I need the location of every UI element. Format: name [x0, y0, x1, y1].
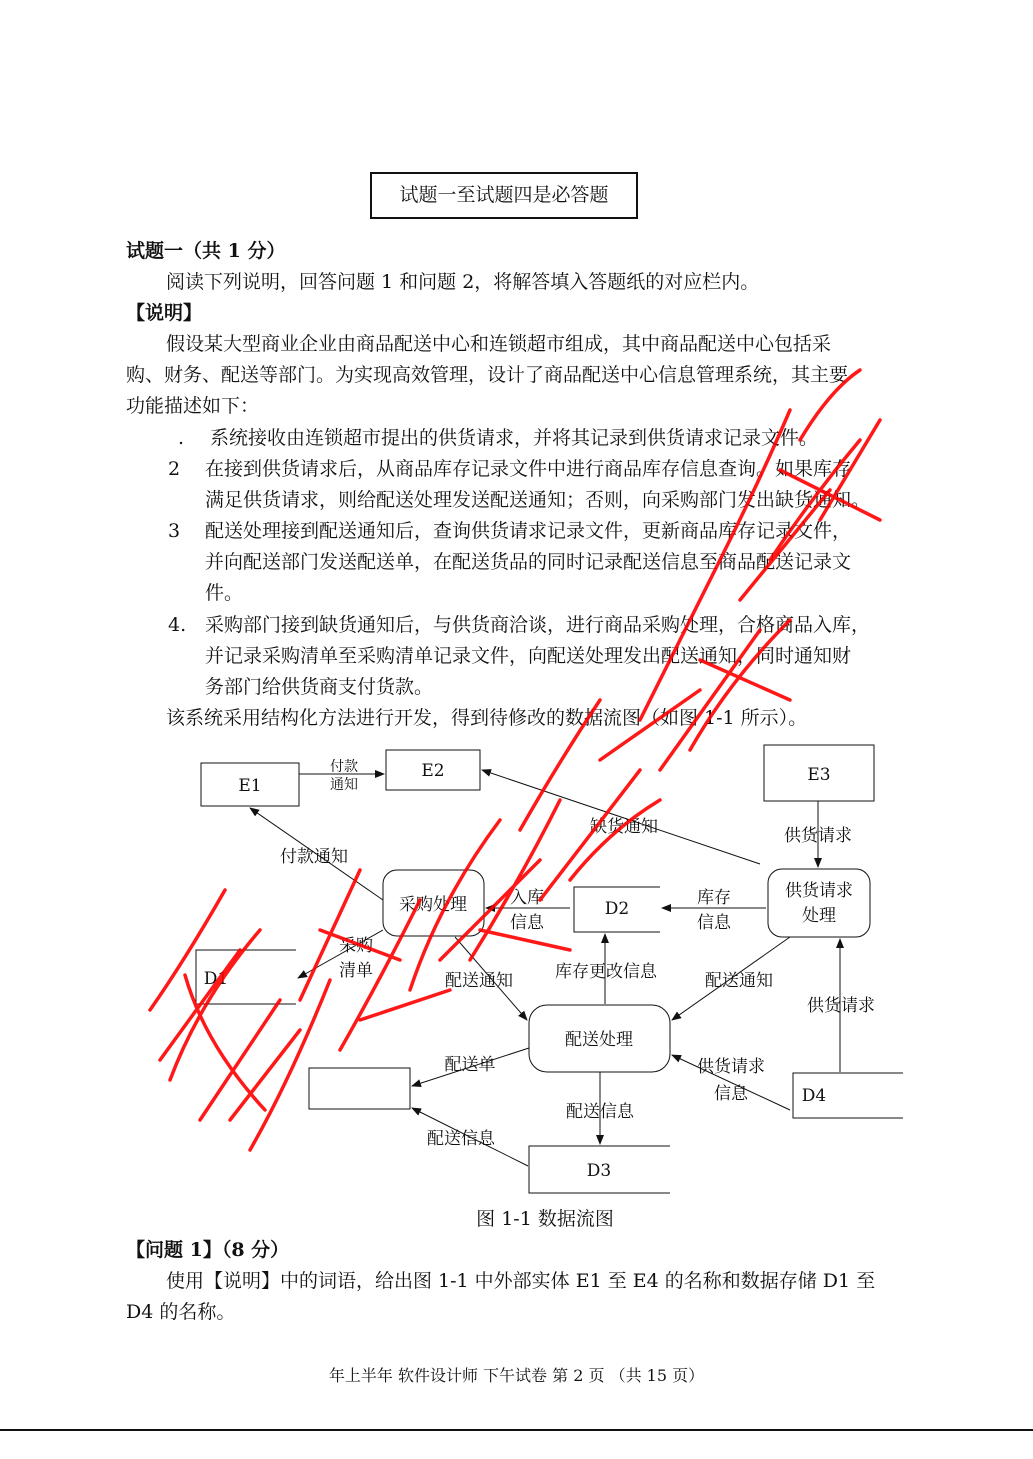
figure-caption: 图 1-1 数据流图 [476, 1208, 614, 1230]
flow-label: 配送通知 [445, 971, 513, 991]
item-number: 3 [168, 520, 181, 542]
flow-label: 配送通知 [705, 971, 773, 991]
item-3-line-3: 件。 [205, 582, 244, 604]
flow-label: 付款 [330, 759, 358, 775]
supply-process-label-1: 供货请求 [785, 881, 853, 901]
item-4-line-1: 采购部门接到缺货通知后，与供货商洽谈，进行商品采购处理，合格商品入库， [205, 614, 871, 636]
flow-label: 采购 [339, 936, 373, 956]
flow-label: 配送信息 [427, 1129, 495, 1149]
flow-label: 库存 [697, 888, 731, 908]
flow-label: 入库 [510, 888, 544, 908]
question1-heading: 【问题 1】（8 分） [126, 1239, 290, 1261]
e3-label: E3 [807, 765, 831, 785]
flow-label: 通知 [330, 777, 358, 793]
e2-label: E2 [421, 761, 445, 781]
item-2-line-2: 满足供货请求，则给配送处理发送配送通知；否则，向采购部门发出缺货通知。 [205, 489, 871, 511]
d1-label: D1 [203, 969, 229, 989]
description-heading: 【说明】 [126, 302, 203, 324]
required-questions-box: 试题一至试题四是必答题 [370, 172, 638, 219]
flow-label: 库存更改信息 [555, 962, 657, 982]
footer-rule [0, 1429, 1033, 1431]
item-4-line-3: 务部门给供货商支付货款。 [205, 676, 434, 698]
item-number: . [178, 427, 185, 449]
e1-label: E1 [238, 776, 262, 796]
flow-label: 配送单 [444, 1055, 496, 1075]
item-2-line-1: 在接到供货请求后，从商品库存记录文件中进行商品库存信息查询。如果库存 [205, 458, 852, 480]
flow-label: 缺货通知 [590, 817, 658, 837]
flow-label: 供货请求 [807, 996, 875, 1016]
d3-label: D3 [586, 1161, 612, 1181]
question1-line-1: 使用【说明】中的词语，给出图 1-1 中外部实体 E1 至 E4 的名称和数据存储 D1 至 [166, 1270, 876, 1292]
delivery-process-label: 配送处理 [565, 1030, 633, 1050]
flow-label: 信息 [510, 913, 544, 933]
item-3-line-2: 并向配送部门发送配送单，在配送货品的同时记录配送信息至商品配送记录文 [205, 551, 852, 573]
question1-line-2: D4 的名称。 [126, 1301, 236, 1323]
d2-label: D2 [604, 899, 630, 919]
flow-label: 清单 [339, 961, 373, 981]
dfd-intro: 该系统采用结构化方法进行开发，得到待修改的数据流图（如图 1-1 所示）。 [166, 707, 808, 729]
item-1-line-1: 系统接收由连锁超市提出的供货请求，并将其记录到供货请求记录文件。 [210, 427, 819, 449]
process-supply-request [768, 869, 870, 937]
d4-label: D4 [801, 1086, 827, 1106]
entity-e4 [309, 1068, 410, 1109]
question-heading: 试题一（共 1 分） [126, 240, 286, 262]
page-footer: 年上半年 软件设计师 下午试卷 第 2 页 （共 15 页） [328, 1366, 705, 1385]
item-number: 2 [168, 458, 181, 480]
item-4-line-2: 并记录采购清单至采购清单记录文件，向配送处理发出配送通知，同时通知财 [205, 645, 852, 667]
supply-process-label-2: 处理 [802, 906, 836, 926]
flow-label: 配送信息 [566, 1102, 634, 1122]
desc-line-3: 功能描述如下： [126, 395, 260, 417]
item-3-line-1: 配送处理接到配送通知后，查询供货请求记录文件，更新商品库存记录文件， [205, 520, 852, 542]
purchase-process-label: 采购处理 [399, 895, 467, 915]
desc-line-2: 购、财务、配送等部门。为实现高效管理，设计了商品配送中心信息管理系统，其主要 [126, 364, 849, 386]
desc-line-1: 假设某大型商业企业由商品配送中心和连锁超市组成，其中商品配送中心包括采 [166, 333, 832, 355]
flow-label: 供货请求 [697, 1057, 765, 1077]
flow-label: 信息 [714, 1084, 748, 1104]
flow-label: 供货请求 [784, 826, 852, 846]
intro-text: 阅读下列说明，回答问题 1 和问题 2，将解答填入答题纸的对应栏内。 [166, 271, 760, 293]
red-watermark [150, 370, 880, 1150]
flow-label: 信息 [697, 913, 731, 933]
flow-label: 付款通知 [280, 847, 348, 867]
item-number: 4. [168, 614, 187, 636]
